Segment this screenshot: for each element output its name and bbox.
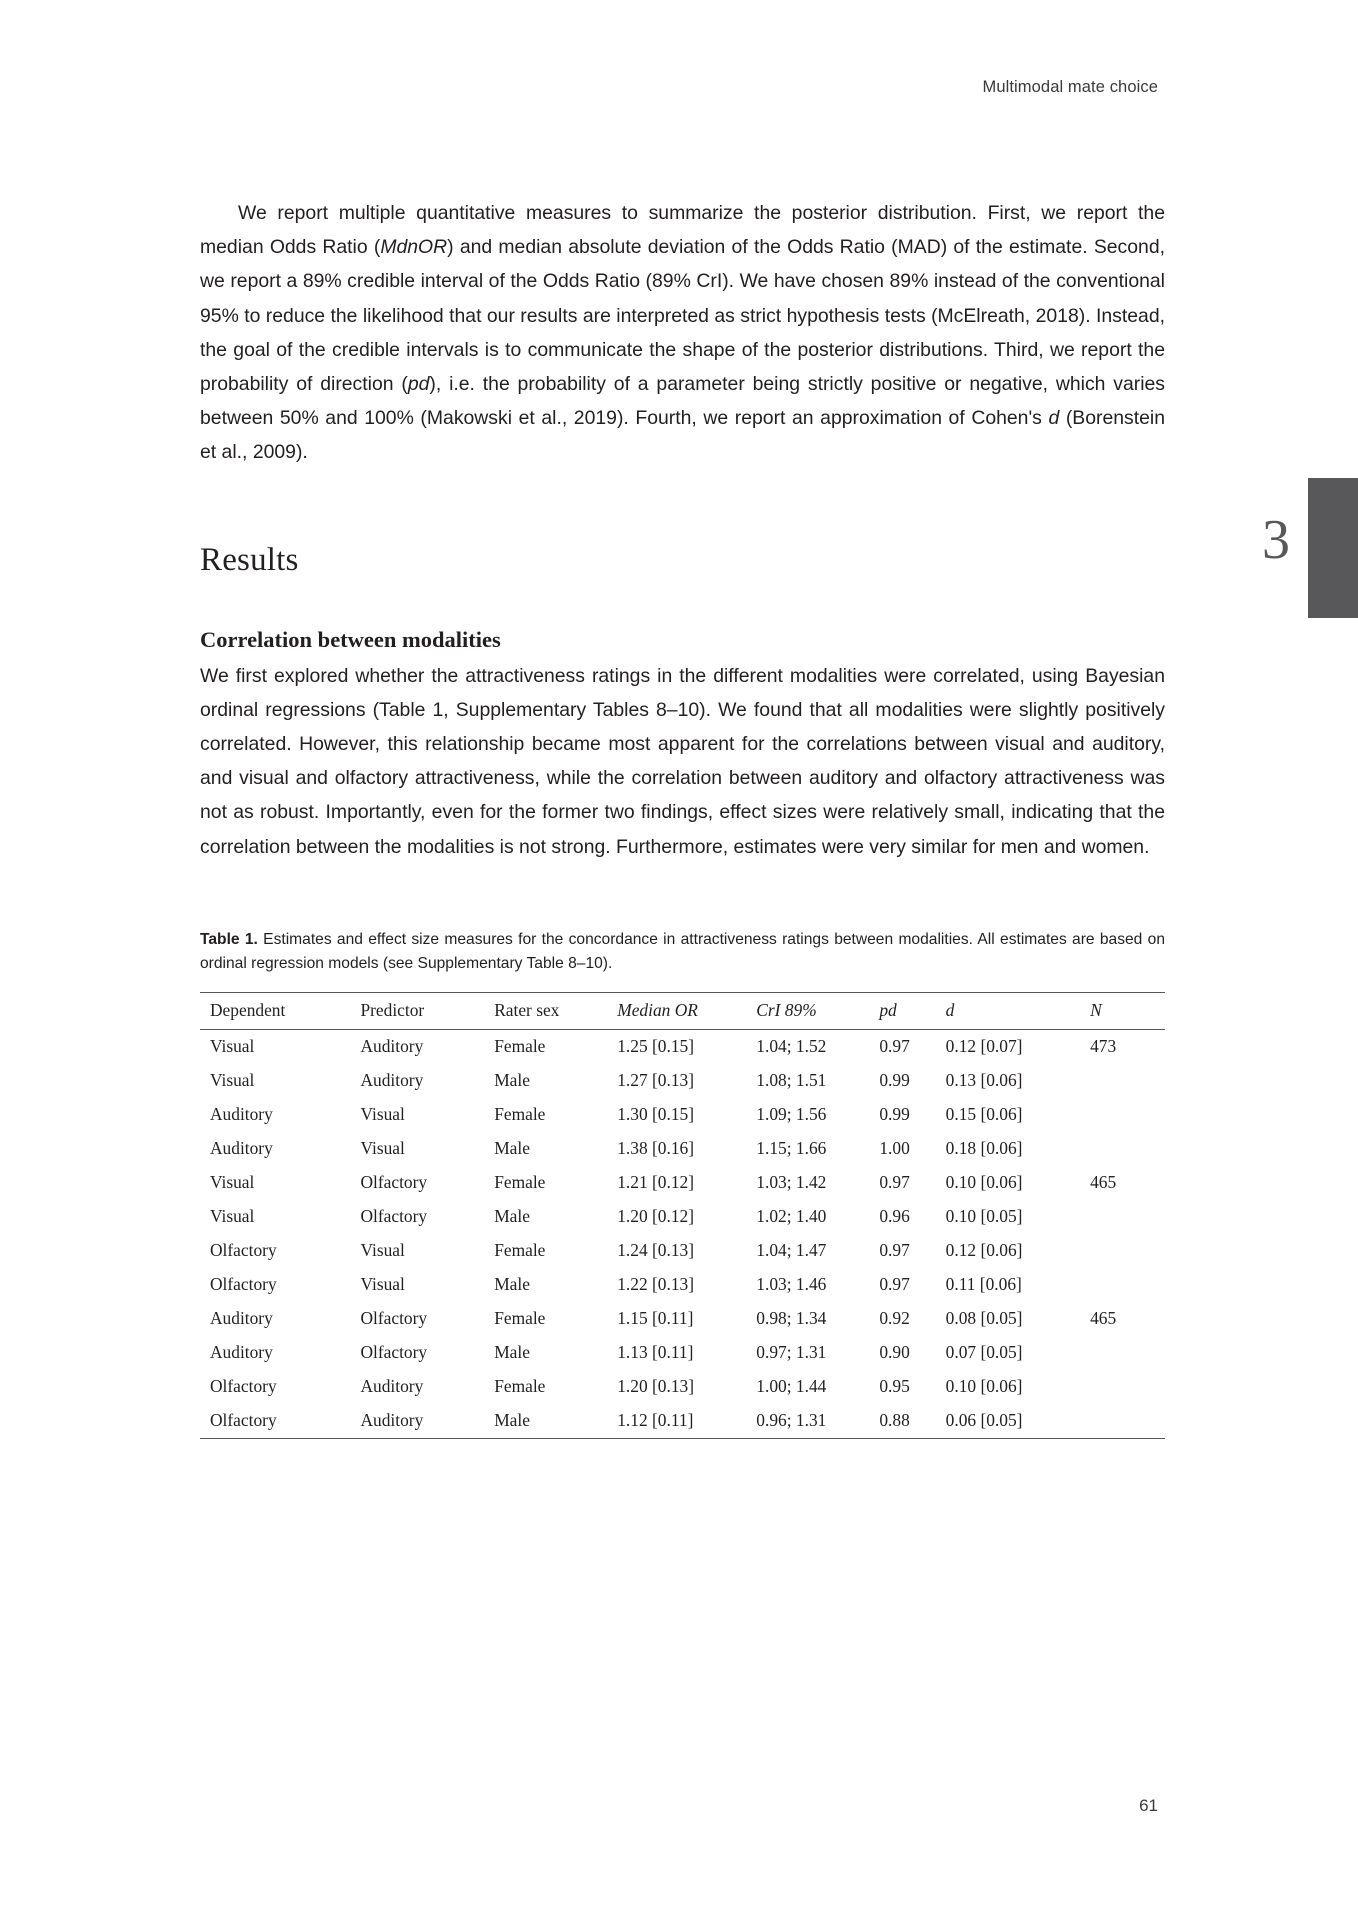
table-caption-label: Table 1.: [200, 930, 258, 948]
cell-d: 0.12 [0.06]: [945, 1240, 1023, 1261]
cell-median-or: 1.25 [0.15]: [617, 1036, 695, 1057]
cell-rater-sex: Male: [494, 1138, 530, 1159]
table-row: [200, 1132, 1165, 1166]
cell-median-or: 1.27 [0.13]: [617, 1070, 695, 1091]
col-header-n: N: [1090, 992, 1165, 1029]
section-heading-results: Results: [200, 541, 299, 578]
cell-n: [1090, 1064, 1165, 1098]
subsection-heading-correlation: Correlation between modalities: [200, 626, 501, 652]
cell-n: [1090, 1268, 1165, 1302]
cell-d: 0.10 [0.05]: [945, 1206, 1023, 1227]
table-caption: [200, 928, 1165, 976]
cell-d: 0.08 [0.05]: [945, 1308, 1023, 1329]
page-content: [200, 196, 1165, 1439]
table-caption-text: Estimates and effect size measures for the concordance in attractiveness ratings between modalities. All estimates are based on ordinal regression models (see Supplementary Table 8–10).: [200, 930, 1165, 972]
cell-dependent: Olfactory: [210, 1240, 277, 1261]
table-header-row: [200, 992, 1165, 1029]
cell-predictor: Visual: [360, 1104, 405, 1125]
cell-dependent: Visual: [210, 1070, 255, 1091]
cell-rater-sex: Male: [494, 1274, 530, 1295]
methods-italic-d: d: [1048, 407, 1060, 430]
table-row: [200, 1098, 1165, 1132]
col-header-median-or: Median OR: [617, 992, 756, 1029]
cell-rater-sex: Male: [494, 1070, 530, 1091]
methods-text-c: ), i.e. the probability of a parameter being strictly positive or negative, which varies between 50% and 100% (Makowski et al., 2019). Fourth, we report an approximation of Cohen's: [200, 373, 1165, 430]
cell-median-or: 1.12 [0.11]: [617, 1404, 756, 1439]
table-row: [200, 1064, 1165, 1098]
cell-n: [1090, 1404, 1165, 1439]
cell-rater-sex: Male: [494, 1206, 530, 1227]
cell-predictor: Visual: [360, 1240, 405, 1261]
cell-rater-sex: Female: [494, 1104, 546, 1125]
table-row: [200, 1200, 1165, 1234]
cell-predictor: Auditory: [360, 1376, 424, 1397]
methods-italic-pd: pd: [407, 373, 430, 396]
table-row: [200, 1029, 1165, 1064]
col-header-d: d: [946, 992, 1090, 1029]
table-body: [200, 1029, 1165, 1438]
cell-n: [1090, 1336, 1165, 1370]
cell-pd: 0.88: [879, 1404, 945, 1439]
cell-rater-sex: Male: [494, 1342, 530, 1363]
cell-median-or: 1.38 [0.16]: [617, 1138, 695, 1159]
table-head: [200, 992, 1165, 1029]
table-block: [200, 928, 1165, 1439]
cell-median-or: 1.15 [0.11]: [617, 1308, 694, 1329]
cell-pd: 0.96: [879, 1206, 910, 1227]
cell-d: 0.15 [0.06]: [945, 1104, 1023, 1125]
cell-rater-sex: Female: [494, 1172, 546, 1193]
table-row: [200, 1166, 1165, 1200]
table-row: [200, 1234, 1165, 1268]
cell-d: 0.07 [0.05]: [945, 1342, 1023, 1363]
cell-d: 0.10 [0.06]: [945, 1376, 1023, 1397]
paragraph-methods: [200, 196, 1165, 470]
cell-median-or: 1.22 [0.13]: [617, 1274, 695, 1295]
cell-n: 465: [1090, 1308, 1117, 1329]
cell-d: 0.13 [0.06]: [945, 1070, 1023, 1091]
table-row: [200, 1370, 1165, 1404]
cell-dependent: Auditory: [210, 1104, 273, 1125]
col-header-dependent: Dependent: [200, 992, 360, 1029]
cell-dependent: Olfactory: [210, 1376, 277, 1397]
cell-predictor: Olfactory: [360, 1308, 428, 1329]
cell-n: [1090, 1098, 1165, 1132]
cell-cri: 1.09; 1.56: [756, 1104, 827, 1125]
cell-pd: 0.99: [879, 1104, 910, 1125]
cell-n: [1090, 1234, 1165, 1268]
results-table: [200, 992, 1165, 1439]
chapter-number: 3: [1262, 509, 1290, 571]
cell-dependent: Auditory: [210, 1138, 273, 1159]
cell-median-or: 1.20 [0.12]: [617, 1206, 695, 1227]
cell-predictor: Olfactory: [360, 1206, 428, 1227]
cell-dependent: Visual: [210, 1036, 255, 1057]
cell-predictor: Visual: [360, 1274, 405, 1295]
cell-pd: 0.97: [879, 1172, 910, 1193]
cell-cri: 1.02; 1.40: [756, 1206, 827, 1227]
cell-predictor: Olfactory: [360, 1172, 428, 1193]
methods-text-d: (Borenstein et al., 2009).: [200, 407, 1165, 464]
cell-median-or: 1.13 [0.11]: [617, 1342, 694, 1363]
cell-pd: 0.95: [879, 1376, 910, 1397]
cell-predictor: Auditory: [360, 1070, 424, 1091]
page-number: 61: [1139, 1796, 1158, 1815]
cell-cri: 1.03; 1.42: [756, 1172, 827, 1193]
cell-pd: 1.00: [879, 1138, 910, 1159]
col-header-predictor: Predictor: [360, 992, 494, 1029]
cell-cri: 0.96; 1.31: [756, 1404, 879, 1439]
cell-n: [1090, 1132, 1165, 1166]
cell-cri: 0.98; 1.34: [756, 1308, 827, 1329]
cell-dependent: Visual: [210, 1172, 255, 1193]
methods-text-a: We report multiple quantitative measures to summarize the posterior distribution. First, we report the median Odds Ratio (: [200, 202, 1165, 259]
cell-rater-sex: Female: [494, 1036, 546, 1057]
cell-pd: 0.92: [879, 1308, 910, 1329]
col-header-cri: CrI 89%: [756, 992, 879, 1029]
cell-cri: 1.03; 1.46: [756, 1274, 827, 1295]
cell-d: 0.10 [0.06]: [945, 1172, 1023, 1193]
cell-pd: 0.97: [879, 1036, 910, 1057]
cell-d: 0.18 [0.06]: [945, 1138, 1023, 1159]
cell-rater-sex: Female: [494, 1240, 546, 1261]
cell-n: [1090, 1370, 1165, 1404]
cell-n: 465: [1090, 1172, 1117, 1193]
cell-predictor: Auditory: [360, 1036, 424, 1057]
methods-italic-mdnor: MdnOR: [380, 236, 448, 259]
cell-dependent: Olfactory: [210, 1274, 277, 1295]
cell-median-or: 1.20 [0.13]: [617, 1376, 695, 1397]
cell-cri: 1.08; 1.51: [756, 1070, 827, 1091]
cell-pd: 0.99: [879, 1070, 910, 1091]
col-header-rater-sex: Rater sex: [494, 992, 617, 1029]
cell-rater-sex: Female: [494, 1308, 546, 1329]
cell-cri: 0.97; 1.31: [756, 1342, 827, 1363]
chapter-tab: [1308, 478, 1358, 618]
cell-predictor: Auditory: [360, 1404, 494, 1439]
running-head: Multimodal mate choice: [982, 78, 1158, 96]
cell-d: 0.11 [0.06]: [945, 1274, 1022, 1295]
cell-median-or: 1.24 [0.13]: [617, 1240, 695, 1261]
cell-n: 473: [1090, 1036, 1117, 1057]
cell-cri: 1.15; 1.66: [756, 1138, 827, 1159]
paragraph-results: We first explored whether the attractiveness ratings in the different modalities were correlated, using Bayesian ordinal regressions (Table 1, Supplementary Tables 8–10). We found that all modalities were slightly positively correlated. However, this relationship became most apparent for the correlations between visual and auditory, and visual and olfactory attractiveness, while the correlation between auditory and olfactory attractiveness was not as robust. Importantly, even for the former two findings, effect sizes were relatively small, indicating that the correlation between the modalities is not strong. Furthermore, estimates were very similar for men and women.: [200, 664, 1165, 858]
cell-pd: 0.97: [879, 1274, 910, 1295]
cell-n: [1090, 1200, 1165, 1234]
cell-rater-sex: Male: [494, 1404, 617, 1439]
cell-predictor: Visual: [360, 1138, 405, 1159]
cell-dependent: Visual: [210, 1206, 255, 1227]
cell-median-or: 1.21 [0.12]: [617, 1172, 695, 1193]
cell-cri: 1.00; 1.44: [756, 1376, 827, 1397]
cell-median-or: 1.30 [0.15]: [617, 1104, 695, 1125]
cell-dependent: Auditory: [210, 1342, 273, 1363]
cell-d: 0.06 [0.05]: [946, 1404, 1090, 1439]
cell-pd: 0.90: [879, 1342, 910, 1363]
cell-cri: 1.04; 1.47: [756, 1240, 827, 1261]
table-row: [200, 1268, 1165, 1302]
col-header-pd: pd: [879, 992, 945, 1029]
cell-dependent: Olfactory: [200, 1404, 360, 1439]
cell-cri: 1.04; 1.52: [756, 1036, 827, 1057]
table-row: [200, 1336, 1165, 1370]
methods-text-b: ) and median absolute deviation of the Odds Ratio (MAD) of the estimate. Second, we report a 89% credible interval of the Odds Ratio (89% CrI). We have chosen 89% instead of the conventional 95% to reduce the likelihood that our results are interpreted as strict hypothesis tests (McElreath, 2018). Instead, the goal of the credible intervals is to communicate the shape of the posterior distributions. Third, we report the probability of direction (: [200, 236, 1165, 396]
cell-predictor: Olfactory: [360, 1342, 428, 1363]
cell-rater-sex: Female: [494, 1376, 546, 1397]
cell-pd: 0.97: [879, 1240, 910, 1261]
table-row: [200, 1404, 1165, 1439]
cell-dependent: Auditory: [210, 1308, 273, 1329]
cell-d: 0.12 [0.07]: [945, 1036, 1023, 1057]
table-row: [200, 1302, 1165, 1336]
